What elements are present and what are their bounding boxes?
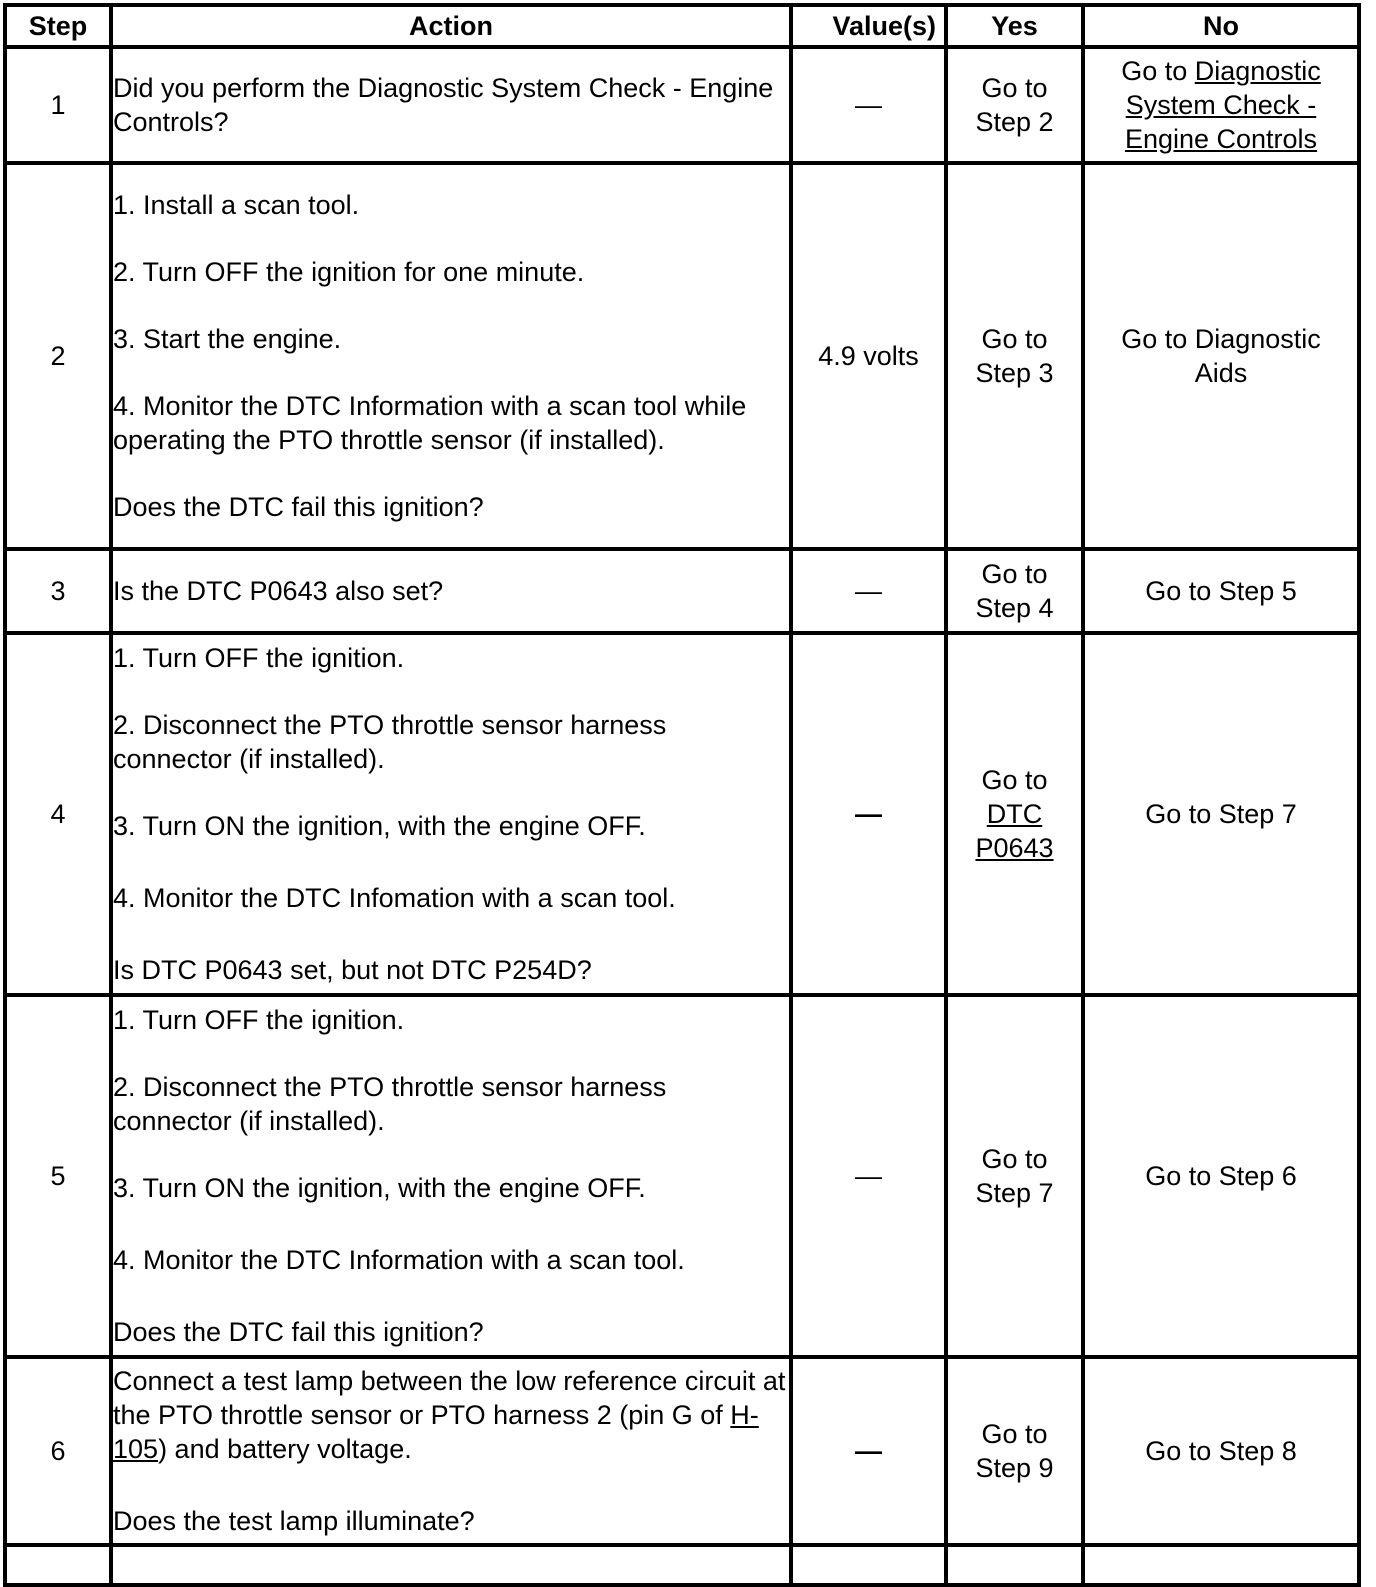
dtc-p0643-link[interactable]: DTC P0643 — [975, 799, 1054, 863]
step-number: 6 — [5, 1357, 111, 1545]
action-cell — [111, 163, 791, 549]
table-row — [5, 163, 1359, 549]
table-row — [5, 995, 1359, 1357]
action-cell — [111, 633, 791, 995]
header-step: Step — [5, 5, 111, 47]
value-cell: — — [791, 995, 946, 1357]
table-row — [5, 549, 1359, 633]
no-cell — [1083, 163, 1359, 549]
no-cell — [1083, 995, 1359, 1357]
diagnostic-system-check-link[interactable]: Diagnostic System Check - Engine Controls — [1124, 56, 1321, 154]
action-text: 4. Monitor the DTC Information with a scan tool. — [113, 1245, 685, 1275]
no-cell — [1083, 1545, 1359, 1585]
yes-text: Go to — [981, 765, 1048, 795]
value-cell: — — [791, 549, 946, 633]
step-number: 2 — [5, 163, 111, 549]
yes-cell — [946, 163, 1083, 549]
yes-text: Go to Step 4 — [975, 559, 1054, 623]
header-row — [5, 5, 1359, 47]
action-text: 2. Disconnect the PTO throttle sensor harness connector (if installed). — [113, 710, 667, 774]
action-cell — [111, 1545, 791, 1585]
action-cell — [111, 549, 791, 633]
action-question: Is DTC P0643 set, but not DTC P254D? — [113, 955, 592, 985]
action-text-post: ) and battery voltage. — [158, 1434, 412, 1464]
action-text-pre: Connect a test lamp between the low reference circuit at the PTO throttle sensor or PTO harness 2 (pin G of — [113, 1366, 786, 1430]
action-cell — [111, 47, 791, 163]
action-text: 2. Disconnect the PTO throttle sensor harness connector (if installed). — [113, 1072, 667, 1136]
diagnostic-table — [3, 3, 1361, 1587]
yes-cell — [946, 633, 1083, 995]
action-text: 2. Turn OFF the ignition for one minute. — [113, 257, 585, 287]
yes-cell — [946, 1357, 1083, 1545]
yes-cell — [946, 47, 1083, 163]
header-yes: Yes — [946, 5, 1083, 47]
no-cell — [1083, 47, 1359, 163]
action-text: 1. Turn OFF the ignition. — [113, 643, 405, 673]
table-row — [5, 1545, 1359, 1585]
h-105-link[interactable]: H-105 — [113, 1400, 759, 1464]
no-text: Go to Diagnostic Aids — [1121, 324, 1321, 388]
step-number: 5 — [5, 995, 111, 1357]
no-cell — [1083, 549, 1359, 633]
no-text: Go to — [1121, 56, 1195, 86]
step-number: 3 — [5, 549, 111, 633]
step-number: 4 — [5, 633, 111, 995]
no-text: Go to Step 8 — [1145, 1436, 1297, 1466]
no-text: Go to Step 5 — [1145, 576, 1297, 606]
action-text: 4. Monitor the DTC Infomation with a scan tool. — [113, 883, 676, 913]
action-text — [113, 1364, 789, 1466]
no-text: Go to Step 7 — [1145, 799, 1297, 829]
step-number — [5, 1545, 111, 1585]
yes-cell — [946, 549, 1083, 633]
table-row — [5, 1357, 1359, 1545]
action-cell — [111, 1357, 791, 1545]
action-text: Did you perform the Diagnostic System Check - Engine Controls? — [113, 73, 774, 137]
action-question: Is the DTC P0643 also set? — [113, 576, 444, 606]
step-number: 1 — [5, 47, 111, 163]
action-question: Does the DTC fail this ignition? — [113, 1317, 484, 1347]
yes-text: Go to Step 7 — [975, 1144, 1054, 1208]
action-text: 4. Monitor the DTC Information with a scan tool while operating the PTO throttle sensor (if installed). — [113, 391, 747, 455]
header-action: Action — [111, 5, 791, 47]
value-cell: — — [791, 1357, 946, 1545]
action-text: 3. Turn ON the ignition, with the engine OFF. — [113, 811, 646, 841]
value-cell: — — [791, 47, 946, 163]
yes-text: Go to Step 2 — [975, 73, 1054, 137]
no-cell — [1083, 633, 1359, 995]
no-cell — [1083, 1357, 1359, 1545]
action-text: 1. Install a scan tool. — [113, 190, 360, 220]
table-row — [5, 633, 1359, 995]
header-no: No — [1083, 5, 1359, 47]
yes-text: Go to Step 9 — [975, 1419, 1054, 1483]
value-cell: — — [791, 633, 946, 995]
value-cell — [791, 1545, 946, 1585]
table-row — [5, 47, 1359, 163]
no-text: Go to Step 6 — [1145, 1161, 1297, 1191]
value-cell: 4.9 volts — [791, 163, 946, 549]
yes-text: Go to Step 3 — [975, 324, 1054, 388]
yes-cell — [946, 995, 1083, 1357]
action-text: 3. Turn ON the ignition, with the engine OFF. — [113, 1173, 646, 1203]
action-text: 1. Turn OFF the ignition. — [113, 1005, 405, 1035]
action-cell — [111, 995, 791, 1357]
action-question: Does the DTC fail this ignition? — [113, 492, 484, 522]
yes-cell — [946, 1545, 1083, 1585]
action-question: Does the test lamp illuminate? — [113, 1506, 475, 1536]
header-values: Value(s) — [791, 5, 946, 47]
action-text: 3. Start the engine. — [113, 324, 342, 354]
